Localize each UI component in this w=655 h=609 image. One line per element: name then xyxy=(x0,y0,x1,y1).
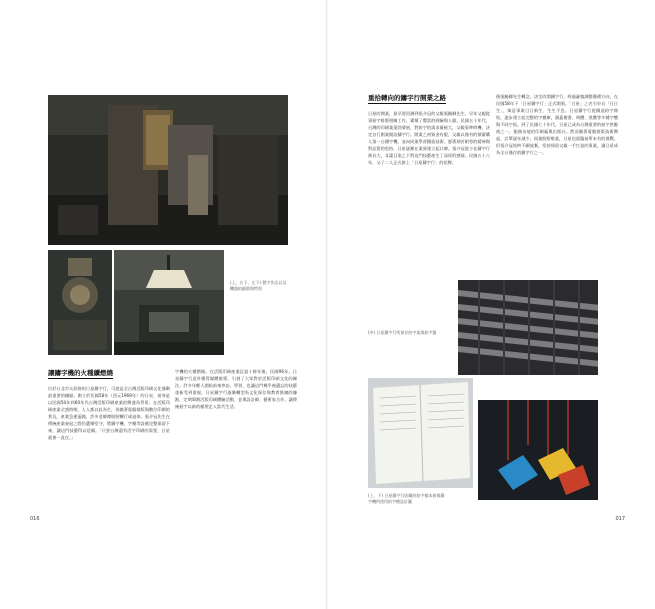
body-text-left-col2: 字機的火種燃燒。在活版印刷產業沉寂十餘年後，民國96年，日星鑄字行意外獲得媒體報導，引發了大眾對於活版印刷文化的關注。許多年輕人開始前來參訪、學習，也讓這門幾乎被遺忘的技藝重新受到重視。日星鑄字行逐漸轉型為文化保存與教育推廣的據點，定期舉辦活版印刷體驗活動，並與設計師、藝術家合作，讓傳統鉛字以新的樣貌走入當代生活。 xyxy=(175,369,297,409)
body-text-left-col1: 位於台北市太原路的日星鑄字行，可說是全台灣活版印刷文化僅剩最重要的據點。創立於民國58年（西元1969年）的日星，前身是以民國50年到60年代台灣活版印刷產業的興盛為背景。在活版印刷產業全盛時期，人人都以此為生，但隨著電腦排版與數位印刷的普及，產業急速萎縮，許多老師傅紛紛轉行或退休。張介冠先生在傳統產業衰退之際仍選擇堅守，將鑄字機、字模等設備完整保留下來，讓這門技藝得以延續。「只要台灣還有活字印刷的需要，日星就會一直在。」 xyxy=(48,386,170,440)
photo-typesetting-machine xyxy=(48,95,288,245)
section-heading-left: 讓鑄字機的火種續燃燒 xyxy=(48,369,113,377)
photo-workshop-lamp xyxy=(114,250,224,355)
body-text-right-col1: 日星的開業，最早要回溯到張介冠的父親張錫卿先生。早年父親從事鉛字排版相關工作，累積了豐富的經驗與人脈。民國五十年代，台灣的印刷業蓬勃發展，對鉛字的需求量極大，父親看準時機，決定自行創業開設鑄字行。開業之初資金有限，父親以僅有的積蓄購入第一台鑄字機，並向同業學習鑄造技術。憑著刻苦耐勞的精神與對品質的堅持，日星逐漸在業界建立起口碑。張介冠從小在鑄字行裡長大，耳濡目染之下對這門技藝產生了深厚的感情。民國五十八年，父子二人正式掛上「日星鑄字行」的招牌。 xyxy=(368,111,490,165)
page-number-right: 017 xyxy=(615,516,625,522)
right-page xyxy=(328,0,655,609)
photo-sample-book xyxy=(368,378,473,488)
section-heading-right: 重拾轉向的鑄字行開業之路 xyxy=(368,94,446,102)
caption-top-photos: (上、右下、左下) 製字作品以及機器的細節與特寫 xyxy=(230,280,287,291)
photo-type-cases xyxy=(458,280,598,375)
caption-bottom-photos: (上、下) 日星鑄字行收藏的鉛字樣本冊與鑄字機所使用的字模設計圖 xyxy=(368,493,445,504)
photo-type-design-drawing xyxy=(478,400,598,500)
photo-machine-detail xyxy=(48,250,112,355)
caption-middle-photo: (中) 日星鑄字行所保存的字架與鉛字盤 xyxy=(368,330,437,335)
page-number-left: 016 xyxy=(30,516,40,522)
body-text-right-col2: 後張錫卿先生轉念，決定改開鑄字行，經過審慎調整籌備方向，在民國58年下「日星鑄字行」正式開張。「日星」之名引申自「日日生」，寓意事業日日新生、生生不息。日星鑄字行從鑄造鉛字開始，逐步建立起完整的字模庫，涵蓋楷書、明體、黑體等多種字體與不同字級。到了民國七十年代，日星已成為台灣重要的鉛字供應商之一，服務各地的印刷廠與出版社。然而隨著電腦排版技術興起，訂單逐年減少，同業紛紛歇業，日星也面臨前所未有的挑戰。但張介冠始終不願放棄，堅持保留父親一手打造的事業，讓日星成為全台僅存的鑄字行之一。 xyxy=(496,94,618,155)
left-page xyxy=(0,0,327,609)
